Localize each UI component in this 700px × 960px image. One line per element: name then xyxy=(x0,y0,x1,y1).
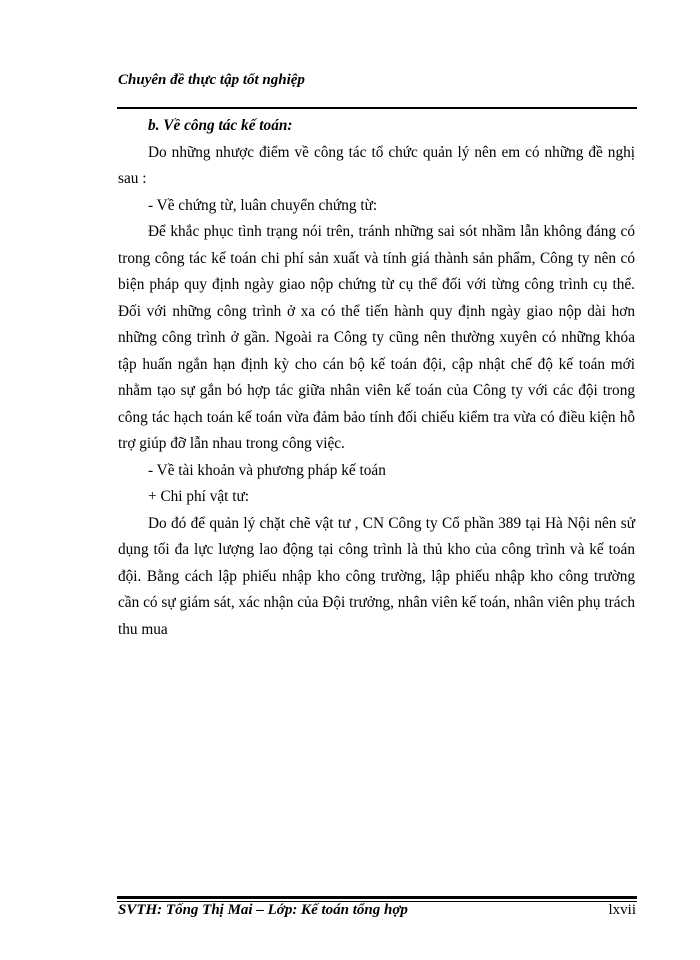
page-number: lxvii xyxy=(608,902,636,918)
intro-paragraph: Do những nhược điểm về công tác tổ chức quản lý nên em có những đề nghị sau : xyxy=(118,143,635,187)
vouchers-subheading: - Về chứng từ, luân chuyển chứng từ: xyxy=(148,196,378,214)
header-divider xyxy=(117,107,637,109)
accounts-subheading: - Về tài khoản và phương pháp kế toán xyxy=(148,461,386,479)
vouchers-paragraph: Để khắc phục tình trạng nói trên, tránh những sai sót nhầm lẫn không đáng có trong công tác kế toán chi phí sản xuất và tính giá thành sản phẩm, Công ty nên có biện pháp quy định ngày giao nộp chứng từ cụ thể đối với từng công trình cụ thể. Đối với những công trình ở xa có thể tiến hành quy định ngày giao nộp dài hơn những công trình ở gần. Ngoài ra Công ty cũng nên thường xuyên có những khóa tập huấn ngắn hạn định kỳ cho cán bộ kế toán đội, cập nhật chế độ kế toán mới nhằm tạo sự gắn bó hợp tác giữa nhân viên kế toán của Công ty với các đội trong công tác hạch toán kế toán vừa đảm bảo tính đối chiếu kiểm tra vừa có điều kiện hỗ trợ giúp đỡ lẫn nhau trong công việc. xyxy=(118,223,635,452)
page-header-title: Chuyên đề thực tập tốt nghiệp xyxy=(118,72,305,88)
document-body xyxy=(118,113,635,643)
materials-paragraph: Do đó để quản lý chặt chẽ vật tư , CN Công ty Cổ phần 389 tại Hà Nội nên sử dụng tối đa lực lượng lao động tại công trình là thủ kho của công trình và kế toán đội. Bằng cách lập phiếu nhập kho công trường, lập phiếu nhập kho công trường cần có sự giám sát, xác nhận của Đội trưởng, nhân viên kế toán, nhân viên phụ trách thu mua xyxy=(118,514,635,638)
materials-subheading: + Chi phí vật tư: xyxy=(148,488,250,505)
footer-divider-thick xyxy=(117,896,637,899)
footer-author: SVTH: Tống Thị Mai – Lớp: Kế toán tổng hợp xyxy=(118,902,408,918)
section-heading: b. Về công tác kế toán: xyxy=(148,117,293,134)
page-footer xyxy=(118,902,636,919)
